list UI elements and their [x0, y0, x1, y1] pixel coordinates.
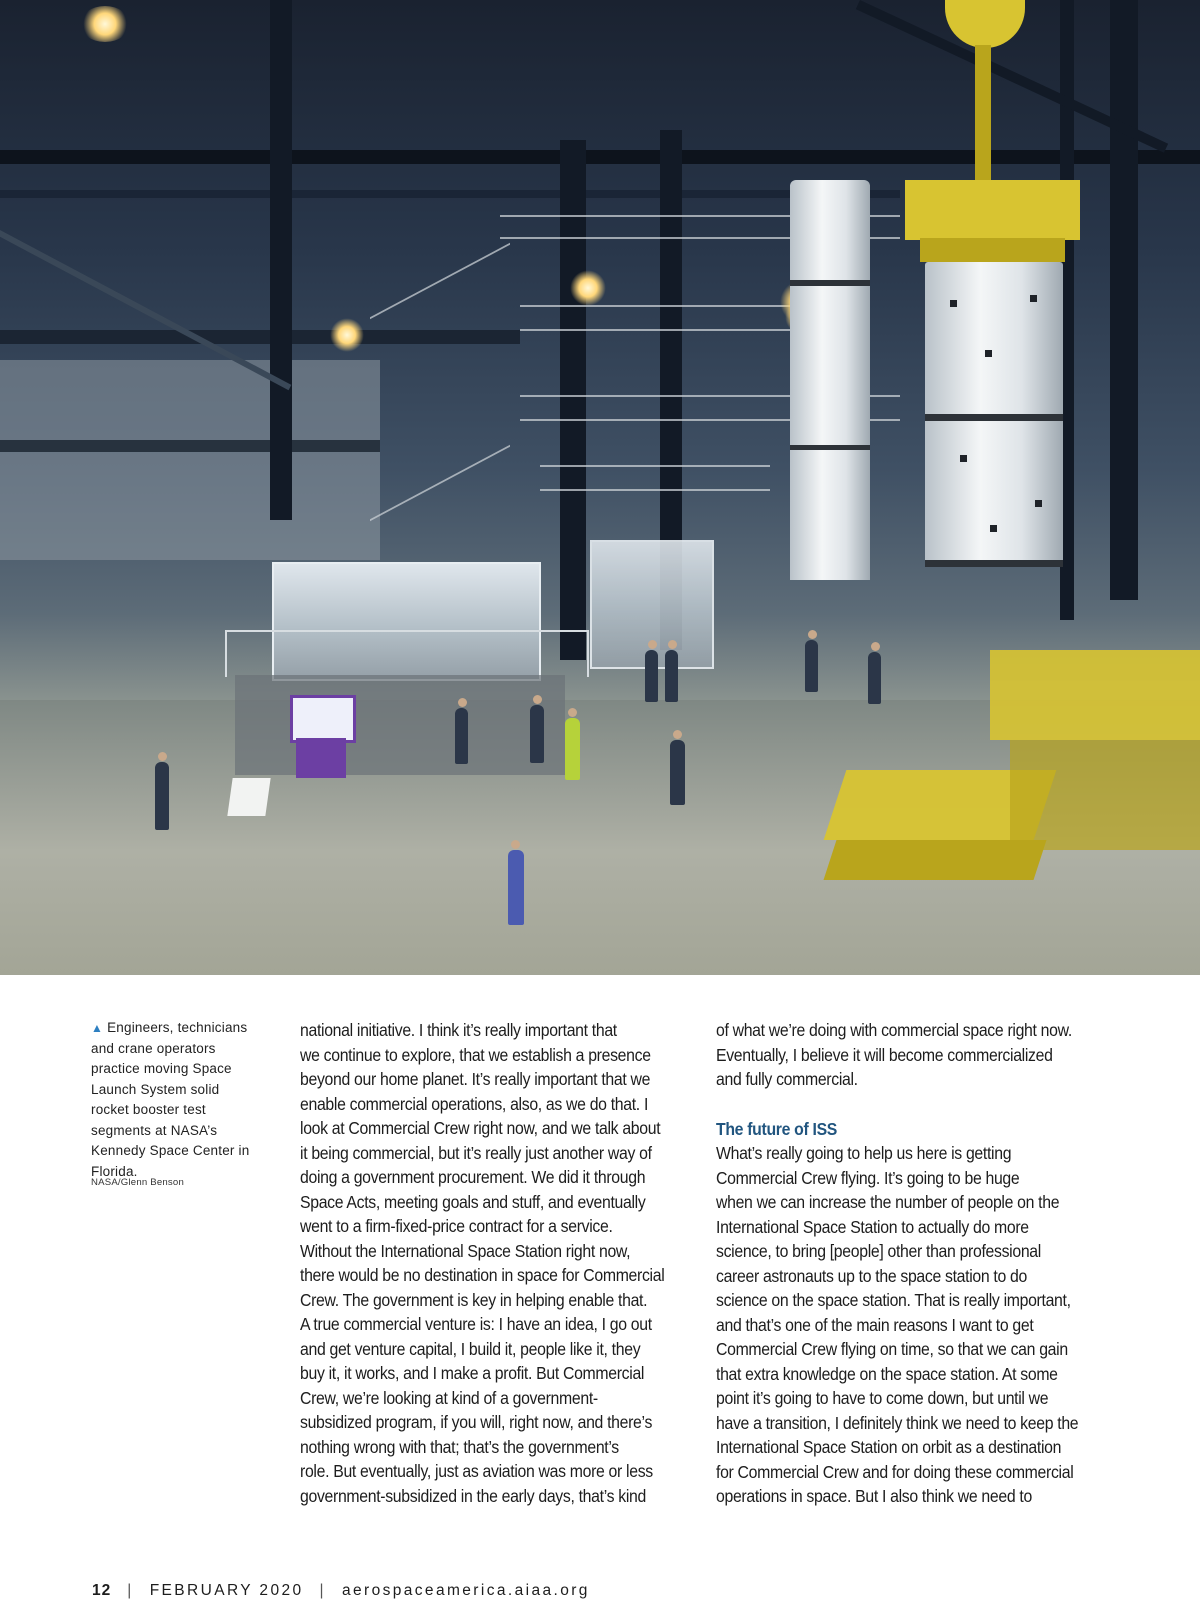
text-line: Crew. The government is key in helping enable that. — [300, 1289, 648, 1310]
worker-figure — [565, 718, 580, 780]
text-line: we continue to explore, that we establish a presence — [300, 1044, 651, 1065]
text-line: Eventually, I believe it will become commercialized — [716, 1044, 1053, 1065]
text-line: national initiative. I think it’s really important that — [300, 1020, 617, 1040]
photo-caption — [91, 1018, 278, 1182]
page-footer — [92, 1582, 590, 1600]
text-line: What’s really going to help us here is getting — [716, 1143, 1012, 1163]
caption-line: Launch System solid — [91, 1081, 220, 1097]
yellow-platform — [990, 650, 1200, 740]
worker-figure — [805, 640, 818, 692]
overhead-girder — [0, 190, 900, 198]
text-line: Crew, we’re looking at kind of a government- — [300, 1387, 598, 1408]
text-line: there would be no destination in space for Commercial — [300, 1265, 665, 1285]
target-marker — [1030, 295, 1037, 302]
text-line: doing a government procurement. We did it through — [300, 1167, 646, 1187]
target-marker — [990, 525, 997, 532]
target-marker — [985, 350, 992, 357]
text-line: Space Acts, meeting goals and stuff, and eventually — [300, 1191, 646, 1212]
hangar-wall — [0, 360, 380, 560]
overhead-girder — [0, 440, 380, 452]
worker-figure — [155, 762, 169, 830]
text-line: beyond our home planet. It’s really important that we — [300, 1069, 651, 1089]
footer-separator: | — [127, 1582, 134, 1599]
steel-column — [1110, 0, 1138, 600]
text-line: point it’s going to have to come down, but until we — [716, 1388, 1049, 1408]
staircase — [370, 243, 510, 521]
worker-figure — [455, 708, 468, 764]
caption-line: Kennedy Space Center in — [91, 1143, 250, 1158]
lifting-fixture — [920, 238, 1065, 262]
yellow-platform — [1010, 740, 1200, 850]
text-line: International Space Station to actually do more — [716, 1216, 1029, 1237]
page-number: 12 — [92, 1582, 112, 1599]
text-line: International Space Station on orbit as a destination — [716, 1437, 1062, 1457]
platform-railing — [520, 305, 800, 331]
worker-figure — [868, 652, 881, 704]
text-line: subsidized program, if you will, right now, and there’s — [300, 1412, 653, 1432]
booster-band — [790, 280, 870, 286]
article-column-2 — [716, 1018, 1107, 1509]
text-line: science on the space station. That is really important, — [716, 1290, 1071, 1310]
booster-band — [790, 445, 870, 450]
overhead-girder — [0, 150, 1200, 164]
text-line: that extra knowledge on the space station. At some — [716, 1363, 1058, 1384]
worker-figure — [665, 650, 678, 702]
caption-line: rocket booster test — [91, 1102, 206, 1117]
worker-figure — [645, 650, 658, 702]
article-column-1 — [300, 1018, 691, 1508]
whiteboard — [227, 778, 270, 816]
caption-line: Florida. — [91, 1163, 138, 1179]
work-light — [570, 270, 606, 306]
worker-figure — [530, 705, 544, 763]
caption-line: and crane operators — [91, 1040, 216, 1056]
text-line: A true commercial venture is: I have an idea, I go out — [300, 1314, 652, 1334]
text-line: Commercial Crew flying. It’s going to be huge — [716, 1167, 1020, 1188]
work-light — [330, 318, 364, 352]
text-line: look at Commercial Crew right now, and we talk about — [300, 1118, 661, 1138]
text-line: it being commercial, but it’s really just another way of — [300, 1142, 652, 1163]
monitor-screen — [290, 695, 356, 743]
worker-figure — [508, 850, 524, 925]
text-line: science, to bring [people] other than professional — [716, 1241, 1041, 1261]
footer-separator: | — [319, 1582, 326, 1599]
caption-line: Engineers, technicians — [107, 1020, 248, 1035]
tent-base — [235, 675, 565, 775]
photo-credit: NASA/Glenn Benson — [91, 1177, 184, 1188]
text-line: of what we’re doing with commercial space right now. — [716, 1020, 1072, 1040]
target-marker — [1035, 500, 1042, 507]
caption-line: practice moving Space — [91, 1061, 232, 1076]
text-line: for Commercial Crew and for doing these commercial — [716, 1461, 1074, 1482]
crane-rigging — [975, 45, 991, 195]
website-link[interactable]: aerospaceamerica.aiaa.org — [341, 1582, 590, 1599]
paragraph-gap — [716, 1092, 1107, 1117]
text-line: went to a firm-fixed-price contract for a service. — [300, 1216, 613, 1236]
text-line: Without the International Space Station right now, — [300, 1240, 631, 1261]
text-line: have a transition, I definitely think we need to keep the — [716, 1412, 1079, 1433]
ceiling-light — [80, 6, 130, 42]
text-line: buy it, it works, and I make a profit. But Commercial — [300, 1363, 645, 1383]
text-line: and fully commercial. — [716, 1069, 858, 1089]
issue-date: FEBRUARY 2020 — [149, 1582, 304, 1599]
text-line: enable commercial operations, also, as we do that. I — [300, 1093, 649, 1114]
text-line: career astronauts up to the space station to do — [716, 1265, 1027, 1286]
tent-railing — [225, 630, 589, 677]
background-booster — [790, 180, 870, 580]
platform-railing — [540, 465, 770, 491]
booster-band — [925, 560, 1063, 567]
text-line: and that’s one of the main reasons I want to get — [716, 1314, 1034, 1335]
target-marker — [960, 455, 967, 462]
text-line: role. But eventually, just as aviation was more or less — [300, 1461, 653, 1481]
crane-hook — [945, 0, 1025, 48]
text-line: nothing wrong with that; that’s the government’s — [300, 1436, 619, 1457]
text-line: operations in space. But I also think we need to — [716, 1486, 1032, 1506]
caption-line: segments at NASA’s — [91, 1122, 218, 1138]
text-line: when we can increase the number of people on the — [716, 1192, 1060, 1212]
section-subhead: The future of ISS — [716, 1118, 838, 1139]
worker-figure — [670, 740, 685, 805]
text-line: government-subsidized in the early days, that’s kind — [300, 1485, 646, 1506]
text-line: Commercial Crew flying on time, so that we can gain — [716, 1339, 1068, 1359]
lifting-fixture — [905, 180, 1080, 240]
target-marker — [950, 300, 957, 307]
equipment-cart — [296, 738, 346, 778]
booster-band — [925, 414, 1063, 421]
triangle-up-icon: ▲ — [91, 1021, 104, 1035]
text-line: and get venture capital, I build it, people like it, they — [300, 1338, 641, 1359]
steel-column — [270, 0, 292, 520]
